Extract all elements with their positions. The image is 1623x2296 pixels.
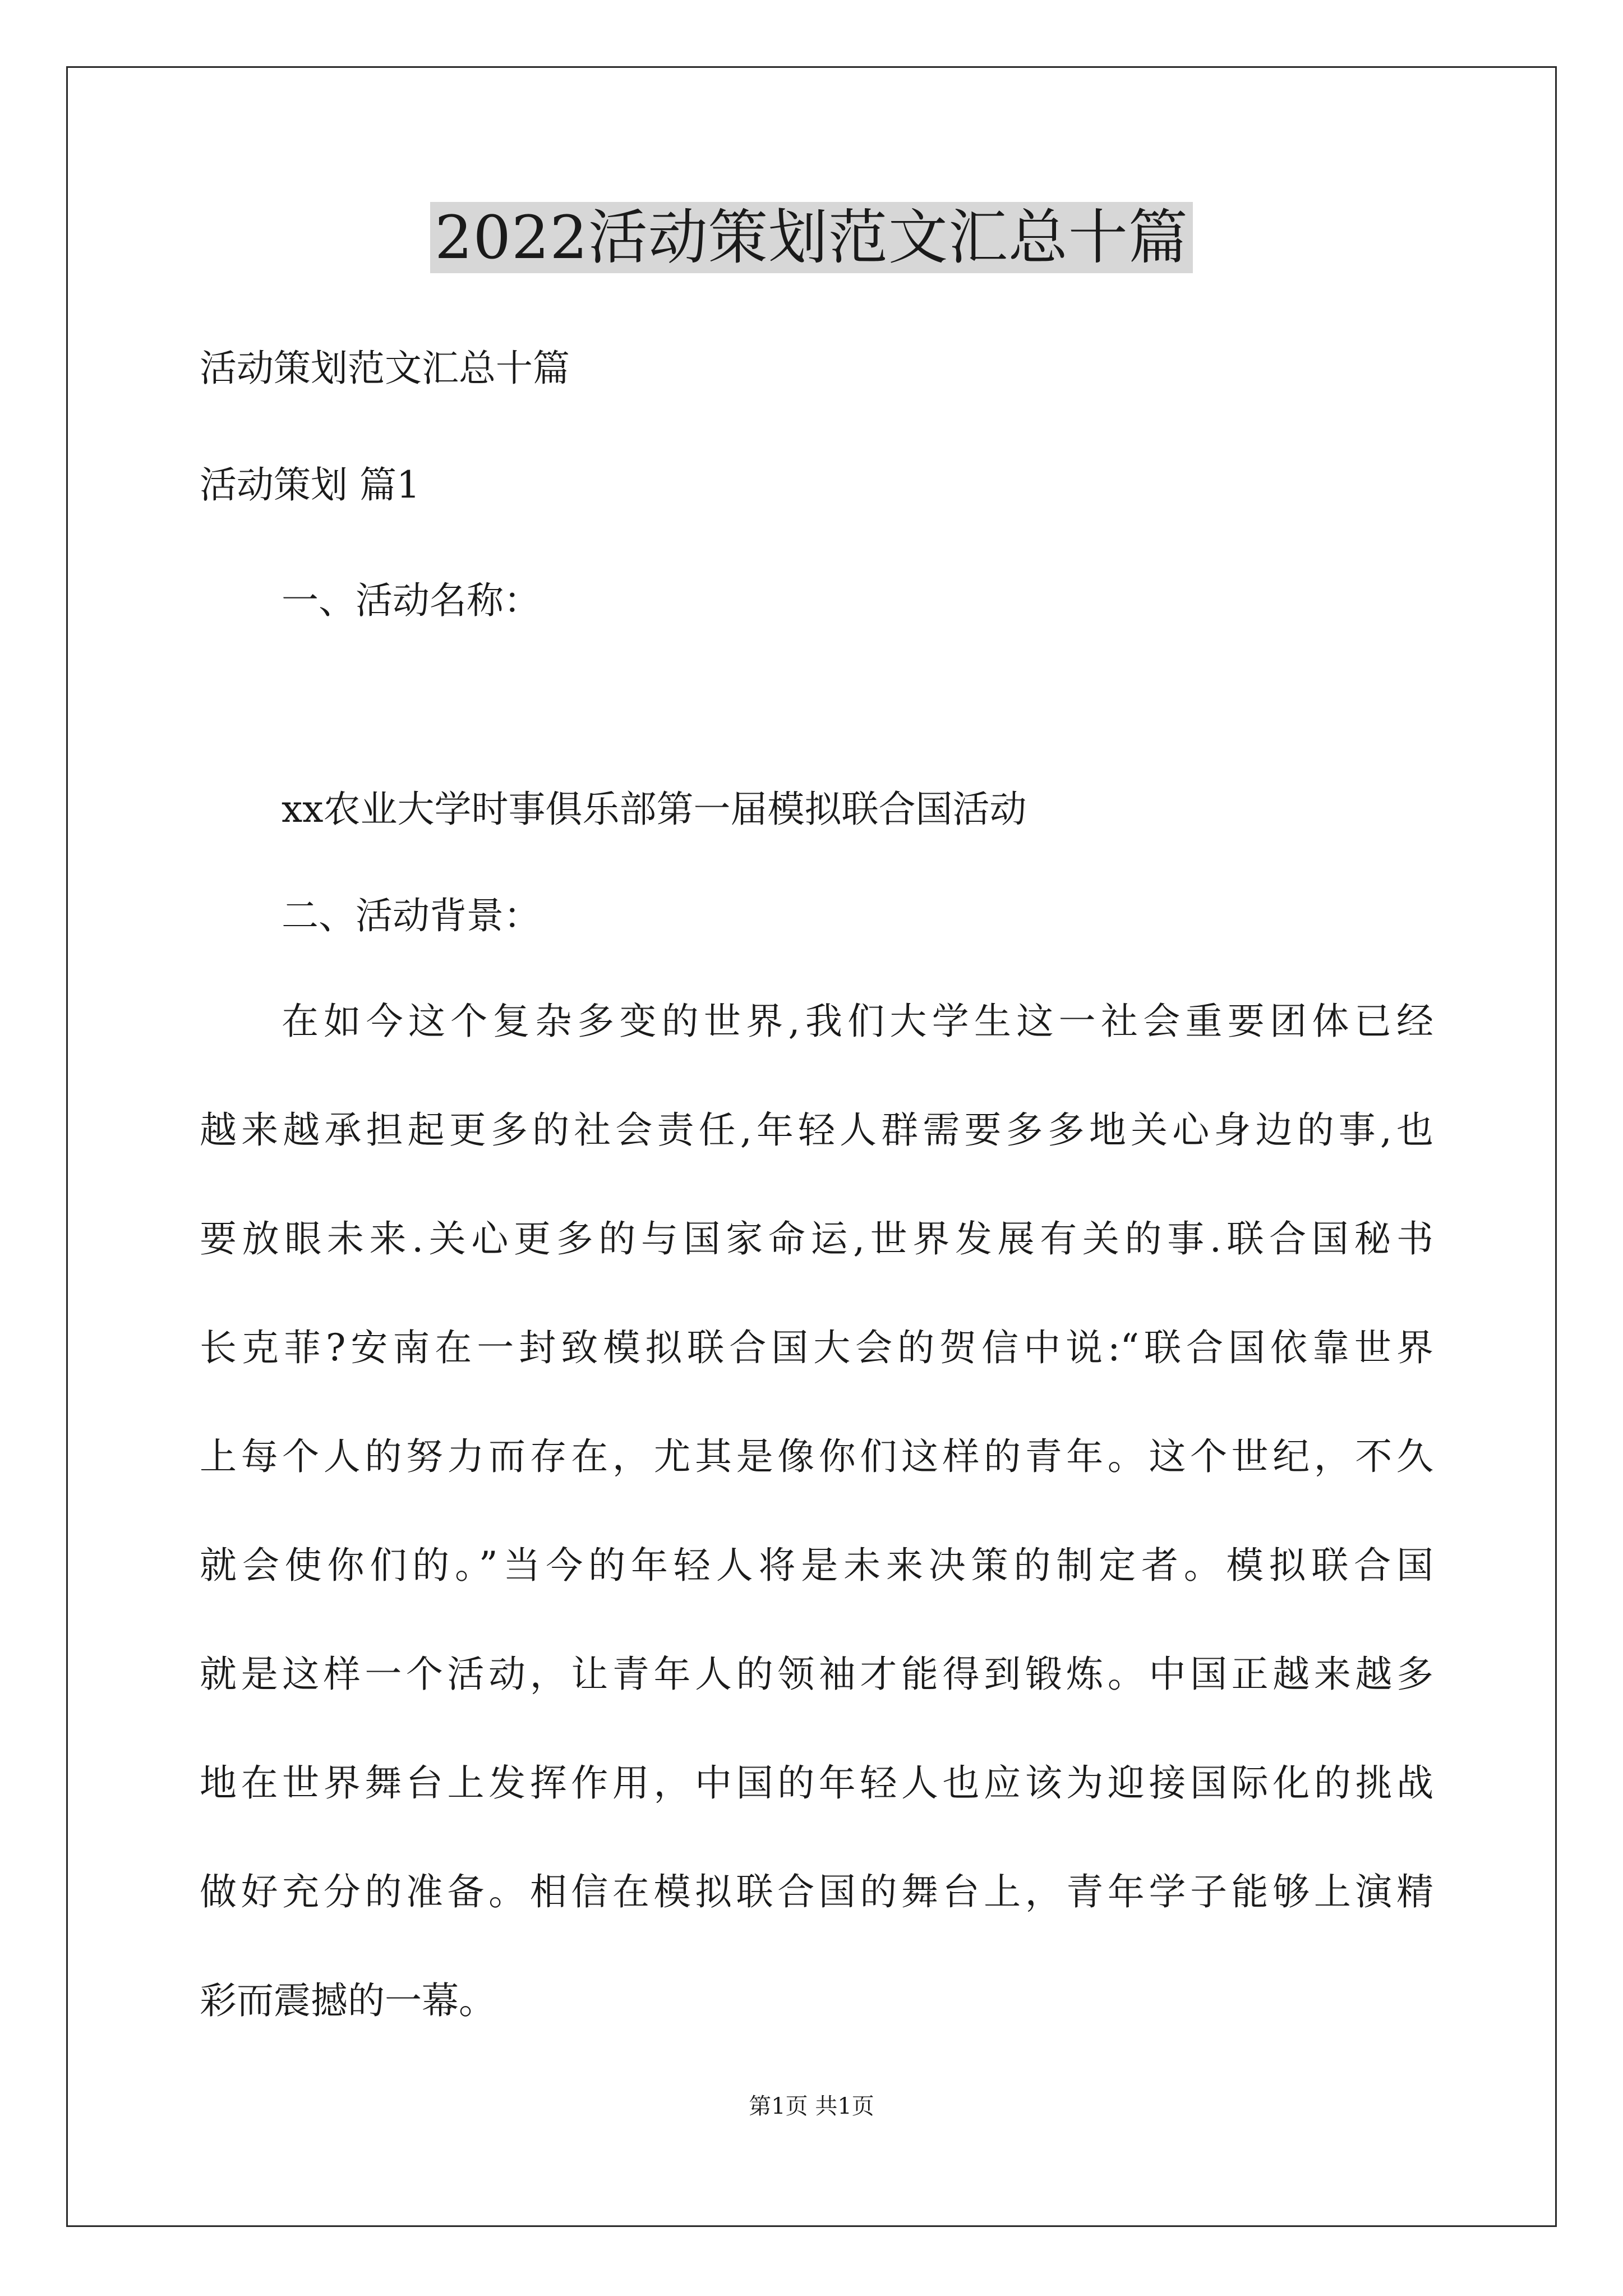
paragraph-line: 就是这样一个活动，让青年人的领袖才能得到锻炼。中国正越来越多 — [200, 1653, 1433, 1696]
paragraph-line: 彩而震撼的一幕。 — [200, 1979, 496, 2022]
page-footer: 第1页 共1页 — [749, 2093, 874, 2119]
item2-label: 二、活动背景： — [282, 894, 541, 937]
item1-value: xx农业大学时事俱乐部第一届模拟联合国活动 — [282, 788, 1027, 831]
document-subtitle: 活动策划范文汇总十篇 — [200, 347, 570, 390]
section-heading: 活动策划 篇1 — [200, 463, 420, 507]
paragraph-line: 地在世界舞台上发挥作用，中国的年轻人也应该为迎接国际化的挑战 — [200, 1761, 1433, 1805]
paragraph-line: 在如今这个复杂多变的世界,我们大学生这一社会重要团体已经 — [282, 1000, 1433, 1043]
paragraph-line: 做好充分的准备。相信在模拟联合国的舞台上，青年学子能够上演精 — [200, 1870, 1433, 1913]
item1-label: 一、活动名称： — [282, 579, 541, 622]
paragraph-line: 就会使你们的。”当今的年轻人将是未来决策的制定者。模拟联合国 — [200, 1544, 1433, 1587]
document-title — [0, 199, 1623, 277]
paragraph-line: 要放眼未来.关心更多的与国家命运,世界发展有关的事.联合国秘书 — [200, 1217, 1433, 1260]
paragraph-line: 越来越承担起更多的社会责任,年轻人群需要多多地关心身边的事,也 — [200, 1108, 1433, 1152]
paragraph-line: 上每个人的努力而存在，尤其是像你们这样的青年。这个世纪，不久 — [200, 1435, 1433, 1478]
document-title-text: 2022活动策划范文汇总十篇 — [430, 202, 1193, 273]
paragraph-line: 长克菲?安南在一封致模拟联合国大会的贺信中说:“联合国依靠世界 — [200, 1326, 1433, 1369]
